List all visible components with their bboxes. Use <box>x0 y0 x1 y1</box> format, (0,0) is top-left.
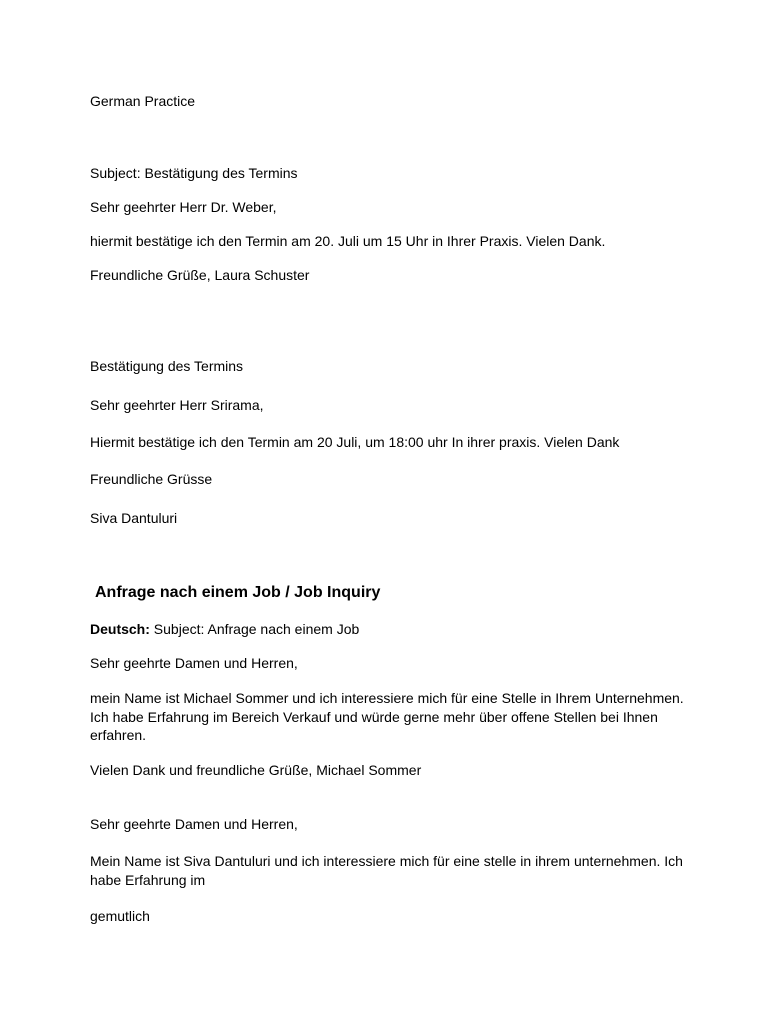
letter2-salutation: Sehr geehrter Herr Srirama, <box>90 397 264 413</box>
letter1-closing: Freundliche Grüße, Laura Schuster <box>90 267 310 283</box>
letter1-salutation: Sehr geehrter Herr Dr. Weber, <box>90 199 277 215</box>
letter2-body: Hiermit bestätige ich den Termin am 20 Juli, um 18:00 uhr In ihrer praxis. Vielen Dank <box>90 434 620 450</box>
section-label: Deutsch: <box>90 621 150 637</box>
letter1-subject: Subject: Bestätigung des Termins <box>90 165 298 181</box>
letter2-closing: Freundliche Grüsse <box>90 471 213 487</box>
section-heading: Anfrage nach einem Job / Job Inquiry <box>95 584 381 601</box>
section-subject-line <box>90 620 359 638</box>
letter3-salutation: Sehr geehrte Damen und Herren, <box>90 816 298 832</box>
letter2-subject: Bestätigung des Termins <box>90 358 244 374</box>
document-title: German Practice <box>90 93 196 109</box>
section-body: mein Name ist Michael Sommer und ich interessiere mich für eine Stelle in Ihrem Unternehmen. Ich habe Erfahrung im Bereich Verkauf und würde gerne mehr über offene Stellen bei Ihnen erfahren. <box>90 690 684 743</box>
letter1-body: hiermit bestätige ich den Termin am 20. Juli um 15 Uhr in Ihrer Praxis. Vielen Dank. <box>90 233 606 249</box>
letter3-body: Mein Name ist Siva Dantuluri und ich interessiere mich für eine stelle in ihrem unternehmen. Ich habe Erfahrung im <box>90 853 683 888</box>
letter2-signature: Siva Dantuluri <box>90 510 178 526</box>
section-subject: Subject: Anfrage nach einem Job <box>149 621 360 637</box>
letter3-note: gemutlich <box>90 908 150 924</box>
section-salutation: Sehr geehrte Damen und Herren, <box>90 655 298 671</box>
section-closing: Vielen Dank und freundliche Grüße, Michael Sommer <box>90 762 422 778</box>
